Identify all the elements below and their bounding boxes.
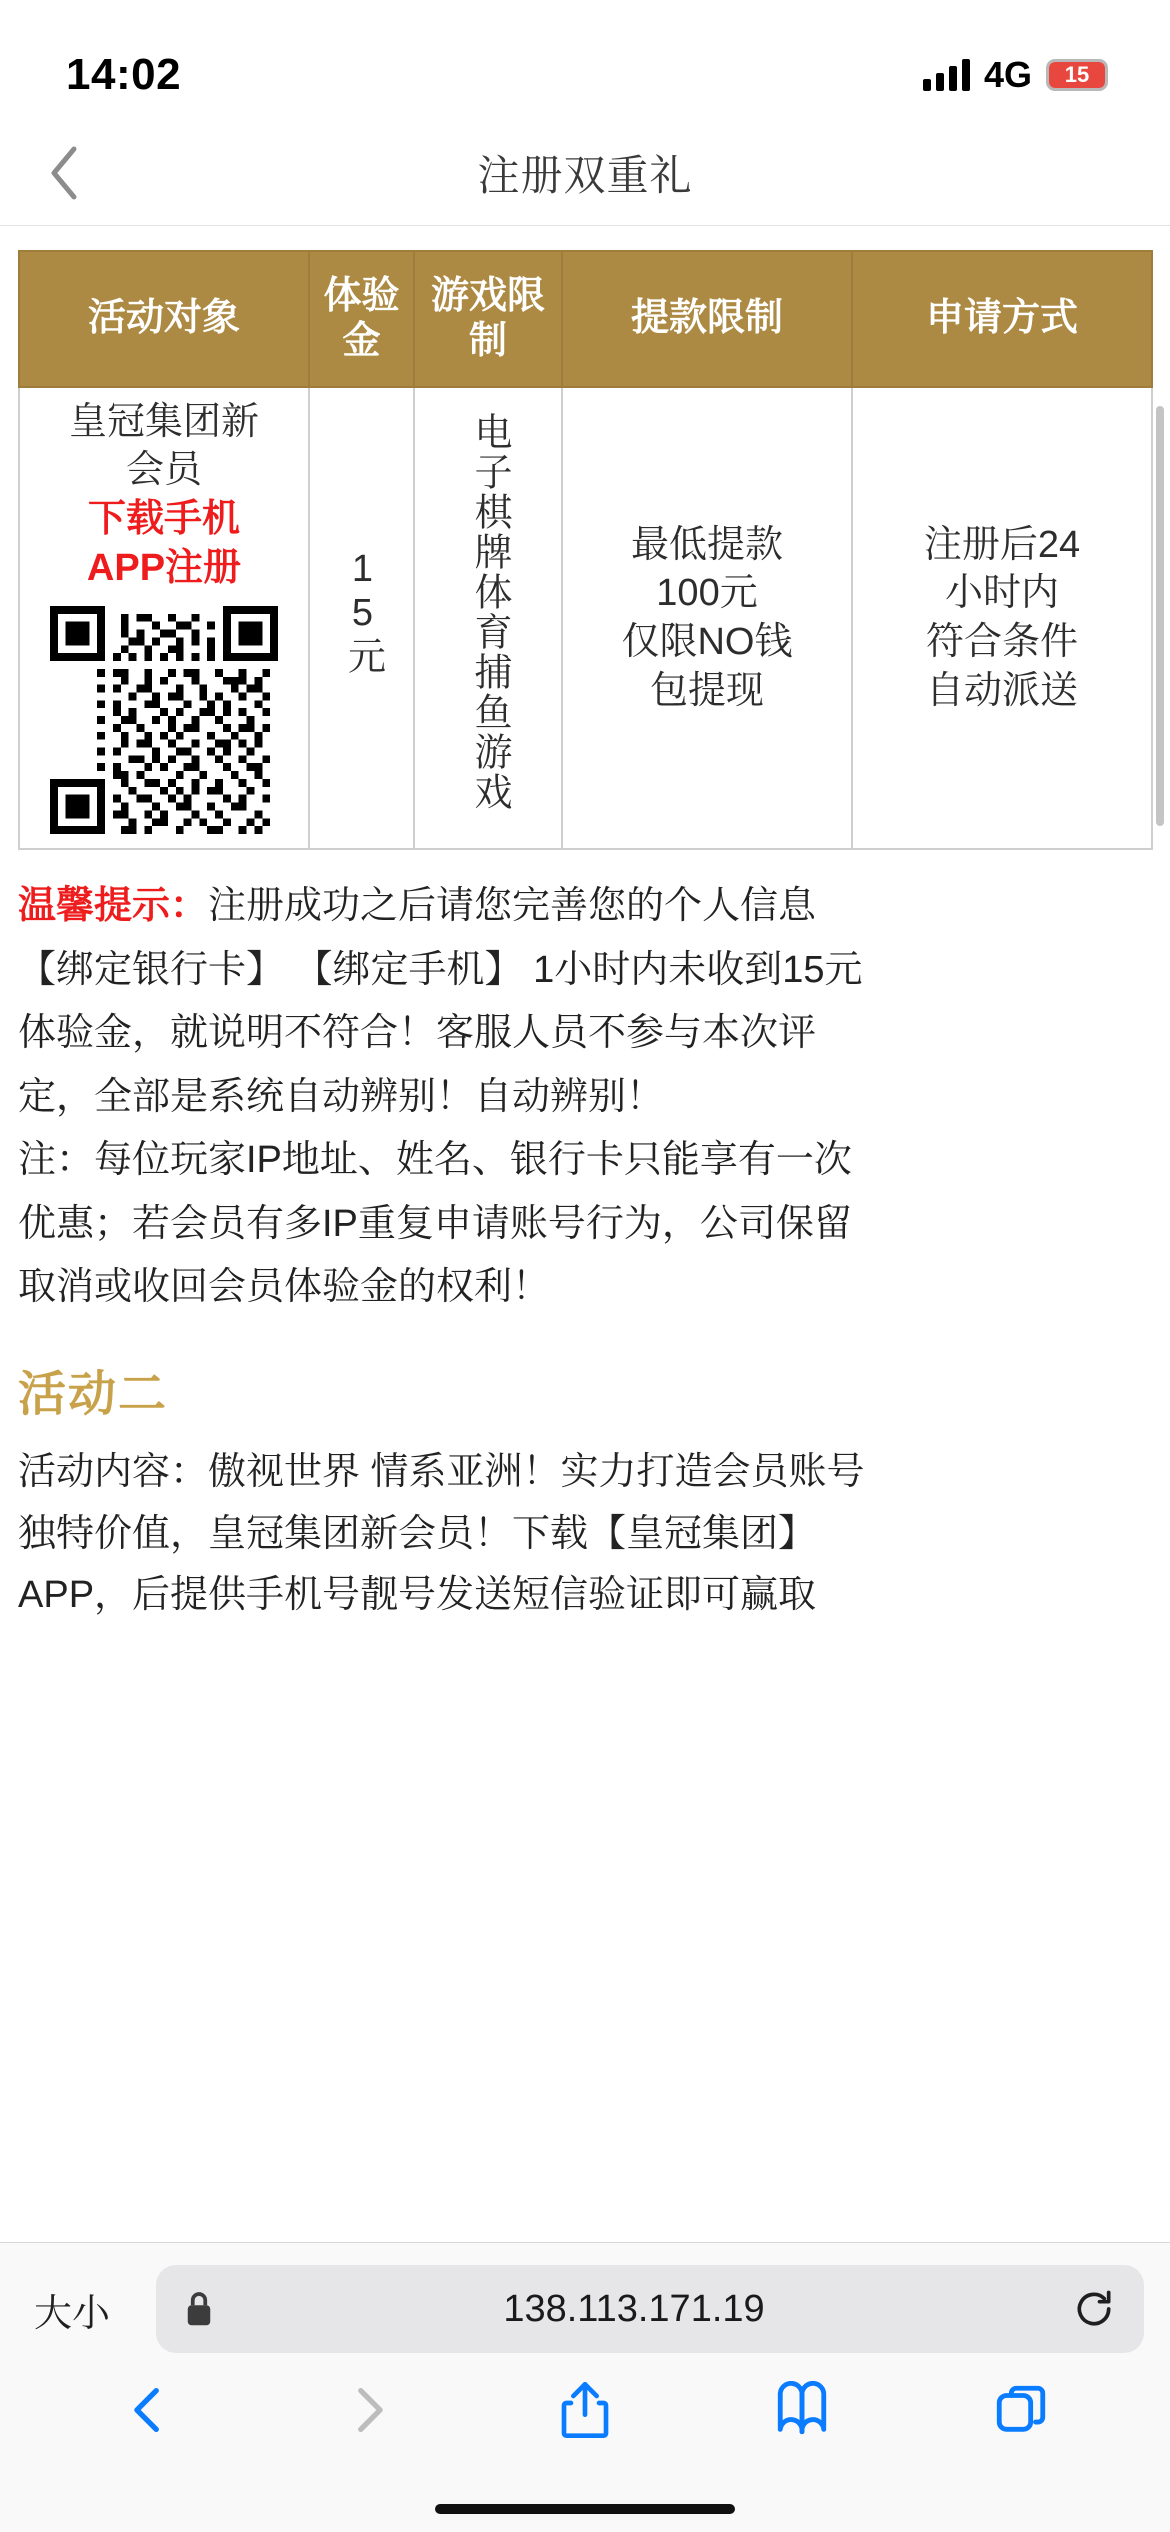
target-red-line-1: 下载手机 <box>87 497 240 540</box>
network-type-label: 4G <box>983 54 1032 95</box>
chevron-right-icon <box>339 2381 397 2439</box>
tabs-icon <box>992 2381 1050 2439</box>
page-content <box>0 226 1170 1756</box>
page-title: 注册双重礼 <box>477 151 693 199</box>
target-red-line-2: APP注册 <box>86 546 242 589</box>
cell-apply-method <box>852 387 1152 850</box>
qr-code-icon[interactable] <box>30 606 298 834</box>
section-two-body <box>18 1442 1152 1627</box>
tabs-button[interactable] <box>992 2381 1050 2439</box>
target-line-1: 皇冠集团新 <box>68 400 259 443</box>
withdraw-line-2: 100元 <box>656 572 758 615</box>
browser-back-button[interactable] <box>120 2381 178 2439</box>
chevron-left-icon <box>46 143 82 203</box>
apply-line-4: 自动派送 <box>925 669 1078 712</box>
share-button[interactable] <box>557 2379 613 2441</box>
battery-percent: 15 <box>1064 62 1090 87</box>
tips-line-1 <box>18 876 1152 938</box>
table-header-row <box>19 251 1152 387</box>
browser-tool-row <box>0 2353 1170 2441</box>
share-icon <box>557 2379 613 2441</box>
tips-line-7: 取消或收回会员体验金的权利！ <box>18 1266 551 1309</box>
withdraw-line-4: 包提现 <box>649 669 764 712</box>
table-header-cell: 游戏限制 <box>414 251 562 387</box>
cell-game-limit <box>414 387 562 850</box>
url-row <box>0 2243 1170 2353</box>
tips-line-3: 体验金，就说明不符合！客服人员不参与本次评 <box>18 1012 817 1055</box>
target-line-2: 会员 <box>125 449 202 492</box>
tips-line-6: 优惠；若会员有多IP重复申请账号行为，公司保留 <box>18 1202 852 1245</box>
table-header-cell: 体验金 <box>309 251 414 387</box>
url-text: 138.113.171.19 <box>503 2287 765 2330</box>
scrollbar[interactable] <box>1156 406 1164 826</box>
table-header-cell: 提款限制 <box>562 251 852 387</box>
tips-line-1-rest: 注册成功之后请您完善您的个人信息 <box>208 885 817 928</box>
status-indicators <box>923 54 1108 96</box>
page-size-button[interactable]: 大小 <box>34 2292 111 2335</box>
section-two-line-3: APP，后提供手机号靓号发送短信验证即可赢取 <box>18 1574 817 1617</box>
apply-line-2: 小时内 <box>944 572 1059 615</box>
back-button[interactable] <box>34 143 94 203</box>
cell-withdraw-limit <box>562 387 852 850</box>
tips-heading: 温馨提示： <box>18 885 209 928</box>
cell-activity-target <box>19 387 309 850</box>
bonus-amount-text: 15元 <box>341 547 384 676</box>
book-icon <box>773 2381 831 2439</box>
table-header-cell: 活动对象 <box>19 251 309 387</box>
section-two-title: 活动二 <box>18 1367 169 1421</box>
section-two-line-2: 独特价值，皇冠集团新会员！下载【皇冠集团】 <box>18 1512 817 1555</box>
withdraw-line-3: 仅限NO钱 <box>621 620 793 663</box>
bookmarks-button[interactable] <box>773 2381 831 2439</box>
withdraw-line-1: 最低提款 <box>630 523 783 566</box>
table-row <box>19 387 1152 850</box>
section-two-line-1: 活动内容：傲视世界 情系亚洲！实力打造会员账号 <box>18 1450 865 1493</box>
address-bar[interactable] <box>156 2265 1144 2353</box>
status-time: 14:02 <box>66 50 182 99</box>
cell-bonus-amount <box>309 387 414 850</box>
status-bar <box>0 0 1170 120</box>
page-header <box>0 120 1170 226</box>
chevron-left-icon <box>120 2381 178 2439</box>
browser-forward-button[interactable] <box>339 2381 397 2439</box>
apply-line-1: 注册后24 <box>923 523 1081 566</box>
promotion-table <box>18 250 1153 850</box>
browser-toolbar <box>0 2242 1170 2532</box>
tips-line-2: 【绑定银行卡】 【绑定手机】 1小时内未收到15元 <box>18 948 863 991</box>
apply-line-3: 符合条件 <box>925 620 1078 663</box>
signal-bars-icon <box>923 59 970 91</box>
tips-line-4: 定，全部是系统自动辨别！自动辨别！ <box>18 1075 665 1118</box>
battery-icon <box>1046 59 1108 91</box>
home-indicator <box>435 2504 735 2514</box>
reload-icon[interactable] <box>1072 2287 1116 2331</box>
game-limit-text: 电子棋牌体育捕鱼游戏 <box>467 411 510 812</box>
tips-block <box>18 876 1152 1319</box>
tips-line-5: 注：每位玩家IP地址、姓名、银行卡只能享有一次 <box>18 1139 852 1182</box>
table-header-cell: 申请方式 <box>852 251 1152 387</box>
